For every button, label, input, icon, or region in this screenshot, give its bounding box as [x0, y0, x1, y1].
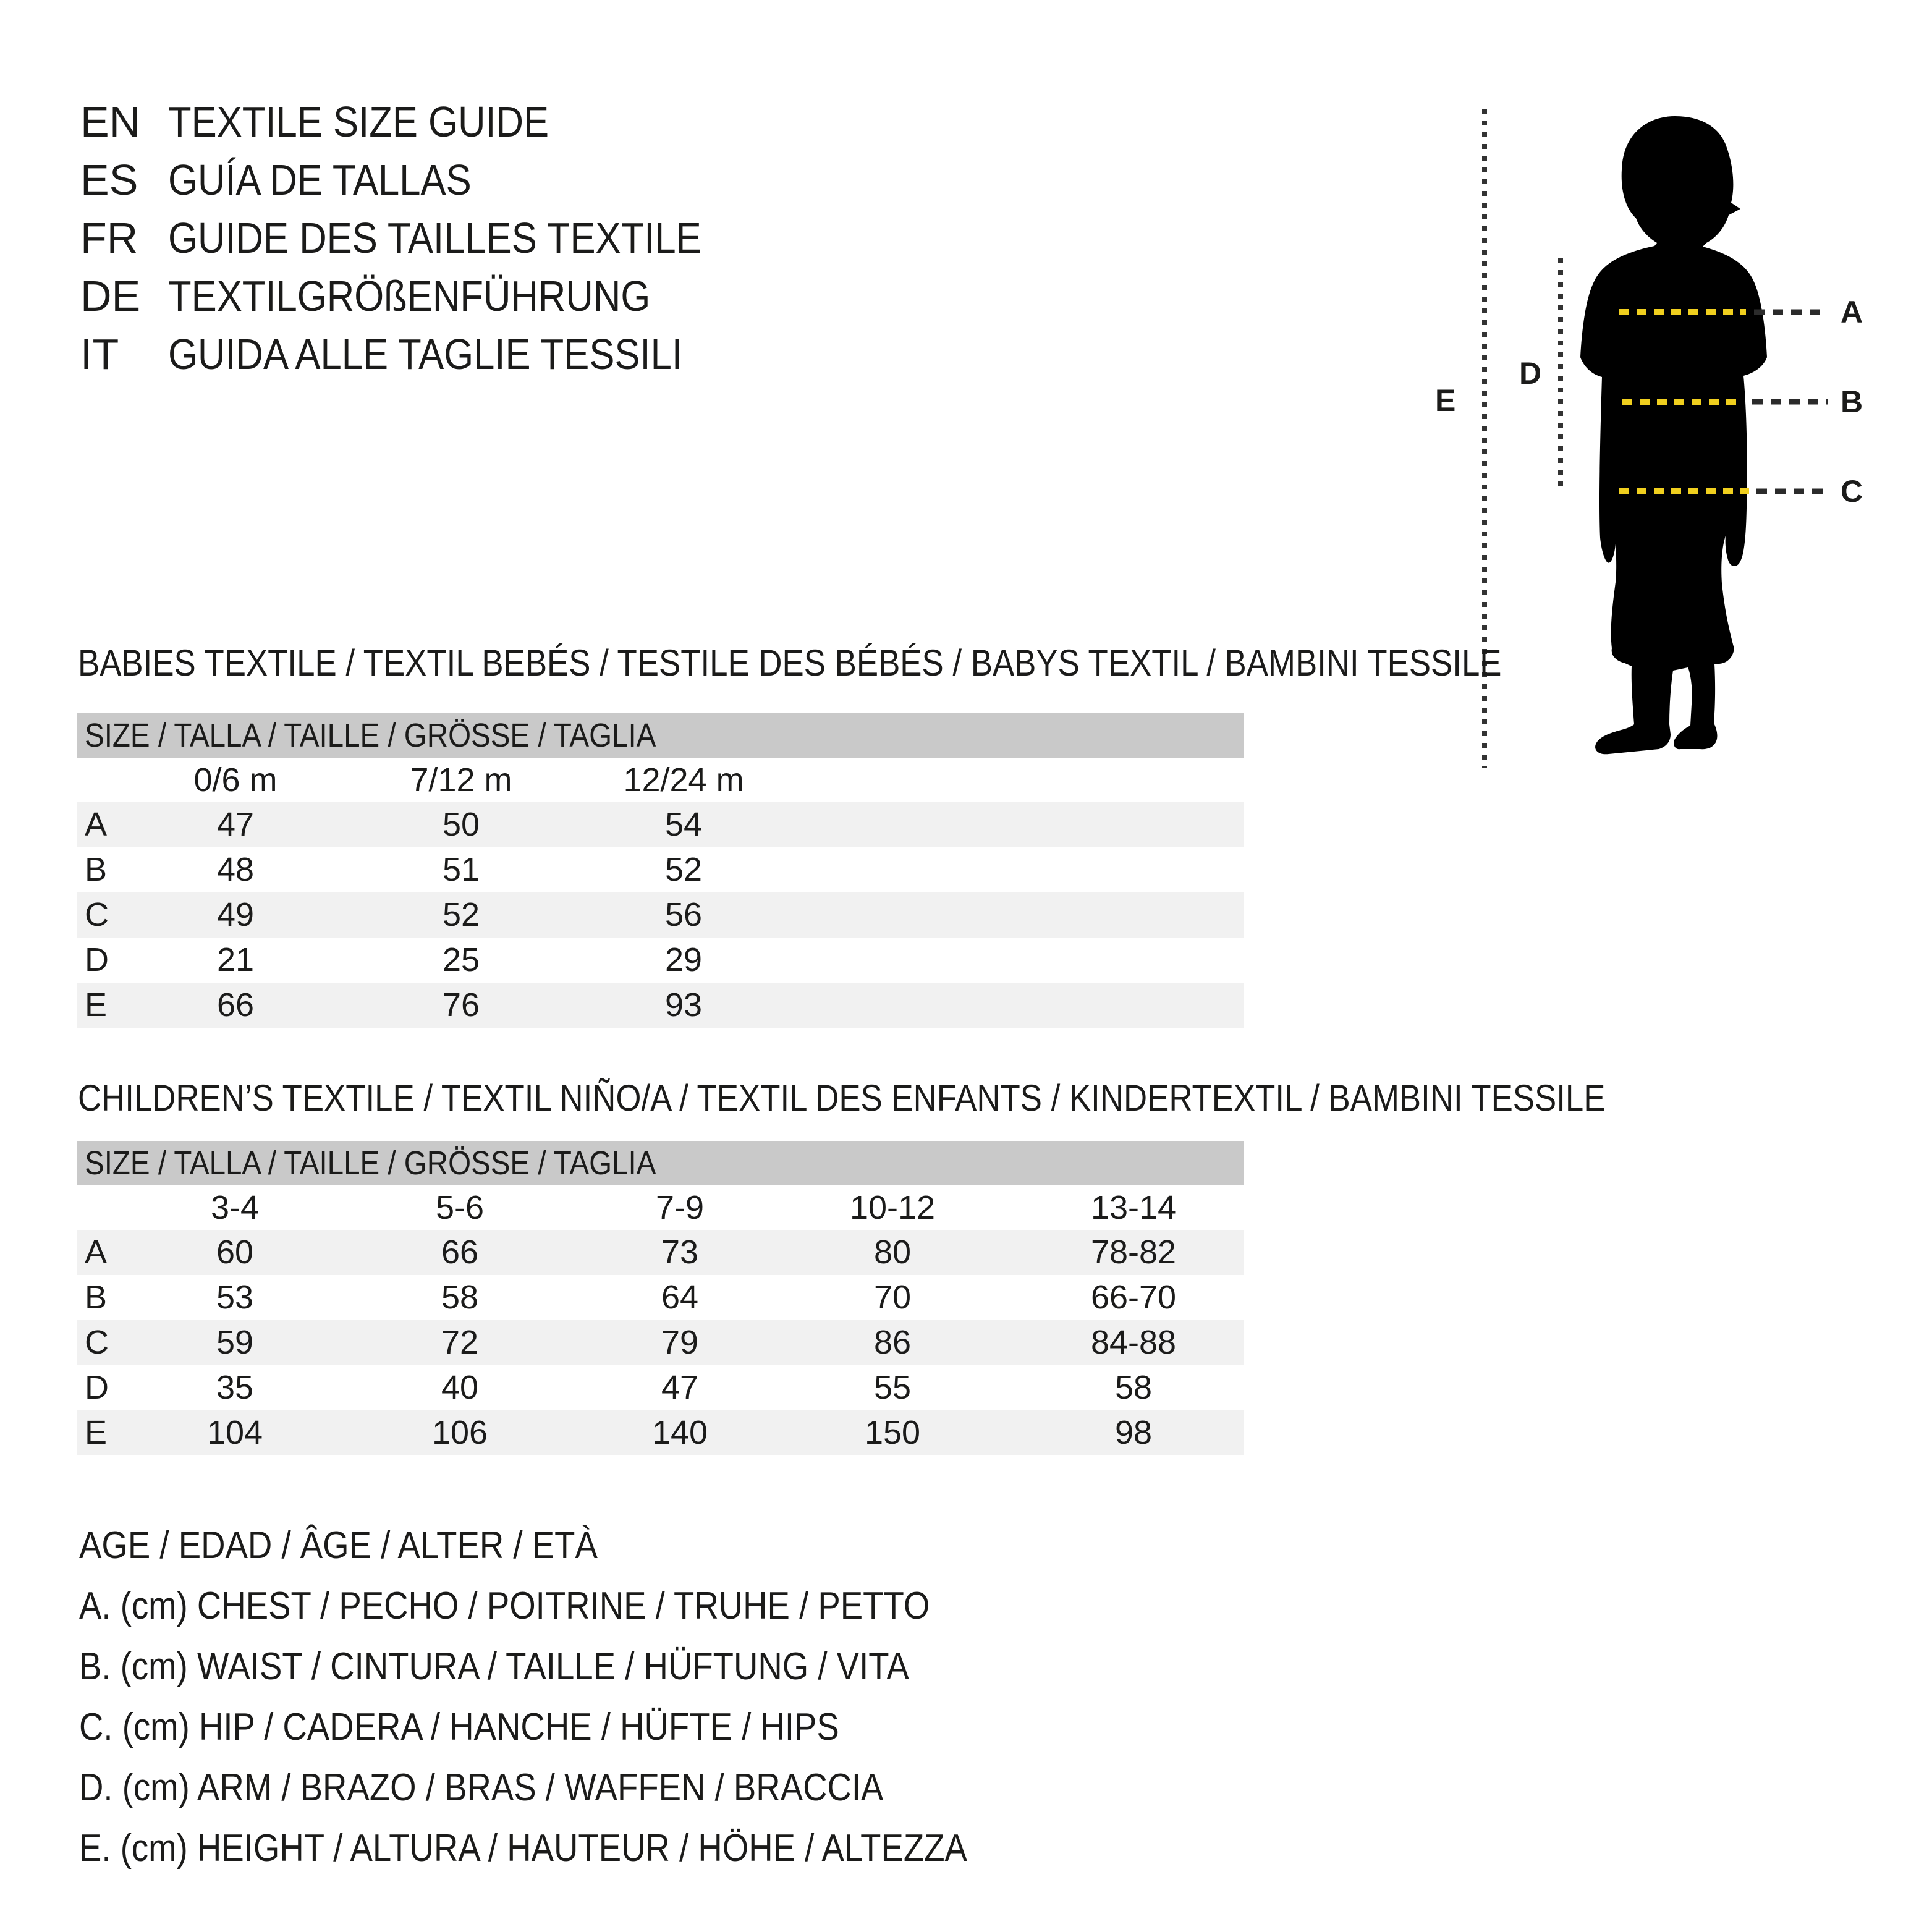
- table-cell: 104: [206, 1414, 263, 1451]
- legend-text: E. (cm) HEIGHT / ALTURA / HAUTEUR / HÖHE / ALTEZZA: [79, 1826, 967, 1870]
- table-cell: 47: [216, 806, 255, 843]
- table-cell: 70: [873, 1279, 912, 1316]
- row-label: E: [85, 986, 108, 1023]
- legend-line-age: [79, 1515, 668, 1575]
- table-cell: 66-70: [1090, 1279, 1177, 1316]
- row-label: A: [85, 806, 108, 843]
- table-cell: 72: [441, 1324, 479, 1361]
- table-cell: 73: [661, 1234, 699, 1271]
- table-cell: 50: [442, 806, 480, 843]
- babies-section-heading: [78, 640, 1696, 685]
- language-code: EN: [80, 98, 141, 146]
- babies-heading-text: BABIES TEXTILE / TEXTIL BEBÉS / TESTILE DES BÉBÉS / BABYS TEXTIL / BAMBINI TESSILE: [78, 642, 1502, 684]
- babies-column-header-row: [77, 758, 1244, 802]
- table-cell: 40: [441, 1369, 479, 1406]
- legend-line-chest: [79, 1575, 1046, 1636]
- legend-line-hip: [79, 1697, 943, 1757]
- legend-line-waist: [79, 1636, 1022, 1697]
- table-cell: 79: [661, 1324, 699, 1361]
- table-cell: 48: [216, 851, 255, 888]
- measure-label-b: B: [1841, 384, 1863, 419]
- measure-label-d: D: [1519, 356, 1542, 391]
- legend-line-height: [79, 1818, 1088, 1878]
- language-code: FR: [80, 214, 138, 262]
- row-label: C: [85, 896, 109, 933]
- babies-table-row-e: [77, 983, 1244, 1028]
- babies-table-row-d: [77, 938, 1244, 983]
- table-cell: 66: [441, 1234, 479, 1271]
- babies-table-row-c: [77, 892, 1244, 938]
- table-cell: 98: [1114, 1414, 1153, 1451]
- babies-table-row-a: [77, 802, 1244, 847]
- table-cell: 140: [651, 1414, 708, 1451]
- table-cell: 25: [442, 941, 480, 978]
- table-cell: 51: [442, 851, 480, 888]
- table-cell: 78-82: [1090, 1234, 1177, 1271]
- table-cell: 52: [442, 896, 480, 933]
- table-cell: 86: [873, 1324, 912, 1361]
- language-title: TEXTILGRÖßENFÜHRUNG: [168, 272, 651, 320]
- children-column-header: 7-9: [655, 1189, 705, 1226]
- table-cell: 52: [664, 851, 703, 888]
- row-label: B: [85, 1279, 108, 1316]
- language-title: TEXTILE SIZE GUIDE: [168, 98, 549, 146]
- table-cell: 59: [216, 1324, 254, 1361]
- table-cell: 60: [216, 1234, 254, 1271]
- language-title: GUÍA DE TALLAS: [168, 156, 472, 204]
- babies-column-header: 12/24 m: [623, 761, 744, 799]
- table-cell: 35: [216, 1369, 254, 1406]
- table-cell: 150: [864, 1414, 921, 1451]
- table-cell: 58: [1114, 1369, 1153, 1406]
- children-section-heading: [78, 1075, 1814, 1120]
- language-row-de: [80, 267, 716, 325]
- row-label: D: [85, 1369, 109, 1406]
- babies-size-bar: [77, 713, 1244, 758]
- language-code: ES: [80, 156, 138, 204]
- children-table-row-e: [77, 1410, 1244, 1455]
- babies-column-header: 0/6 m: [193, 761, 278, 799]
- legend-line-arm: [79, 1757, 993, 1818]
- row-label: B: [85, 851, 108, 888]
- legend-text: A. (cm) CHEST / PECHO / POITRINE / TRUHE / PETTO: [79, 1584, 930, 1627]
- legend-text: C. (cm) HIP / CADERA / HANCHE / HÜFTE / HIPS: [79, 1705, 839, 1748]
- language-row-en: [80, 93, 601, 151]
- babies-column-header: 7/12 m: [410, 761, 512, 799]
- language-title: GUIDE DES TAILLES TEXTILE: [168, 214, 701, 262]
- table-cell: 54: [664, 806, 703, 843]
- children-column-header: 3-4: [210, 1189, 260, 1226]
- row-label: A: [85, 1234, 108, 1271]
- babies-size-bar-label: SIZE / TALLA / TAILLE / GRÖSSE / TAGLIA: [85, 717, 656, 754]
- table-cell: 66: [216, 986, 255, 1023]
- language-code: IT: [80, 330, 119, 378]
- row-label: E: [85, 1414, 108, 1451]
- babies-table-row-b: [77, 847, 1244, 892]
- table-cell: 58: [441, 1279, 479, 1316]
- measure-label-e: E: [1435, 383, 1456, 418]
- children-table-row-b: [77, 1275, 1244, 1320]
- children-table-row-a: [77, 1230, 1244, 1275]
- table-cell: 84-88: [1090, 1324, 1177, 1361]
- table-cell: 106: [431, 1414, 488, 1451]
- table-cell: 56: [664, 896, 703, 933]
- children-column-header: 13-14: [1090, 1189, 1177, 1226]
- measure-label-c: C: [1841, 474, 1863, 509]
- children-column-header: 5-6: [435, 1189, 485, 1226]
- table-cell: 29: [664, 941, 703, 978]
- table-cell: 80: [873, 1234, 912, 1271]
- language-row-fr: [80, 209, 774, 267]
- row-label: C: [85, 1324, 109, 1361]
- children-size-bar-label: SIZE / TALLA / TAILLE / GRÖSSE / TAGLIA: [85, 1145, 656, 1182]
- table-cell: 64: [661, 1279, 699, 1316]
- language-row-es: [80, 151, 513, 209]
- table-cell: 53: [216, 1279, 254, 1316]
- table-cell: 49: [216, 896, 255, 933]
- table-cell: 21: [216, 941, 255, 978]
- children-size-bar: [77, 1141, 1244, 1185]
- language-row-it: [80, 325, 752, 383]
- legend-text: D. (cm) ARM / BRAZO / BRAS / WAFFEN / BRACCIA: [79, 1766, 884, 1809]
- table-cell: 93: [664, 986, 703, 1023]
- table-cell: 76: [442, 986, 480, 1023]
- legend-text: AGE / EDAD / ÂGE / ALTER / ETÀ: [79, 1523, 598, 1567]
- language-title: GUIDA ALLE TAGLIE TESSILI: [168, 330, 682, 378]
- children-table-row-c: [77, 1320, 1244, 1365]
- table-cell: 55: [873, 1369, 912, 1406]
- table-cell: 47: [661, 1369, 699, 1406]
- children-column-header: 10-12: [849, 1189, 936, 1226]
- measure-label-a: A: [1841, 295, 1863, 329]
- children-column-header-row: [77, 1185, 1244, 1230]
- row-label: D: [85, 941, 109, 978]
- legend-text: B. (cm) WAIST / CINTURA / TAILLE / HÜFTUNG / VITA: [79, 1645, 909, 1688]
- children-heading-text: CHILDREN’S TEXTILE / TEXTIL NIÑO/A / TEXTIL DES ENFANTS / KINDERTEXTIL / BAMBINI TESSILE: [78, 1077, 1606, 1119]
- language-code: DE: [80, 272, 141, 320]
- children-table-row-d: [77, 1365, 1244, 1410]
